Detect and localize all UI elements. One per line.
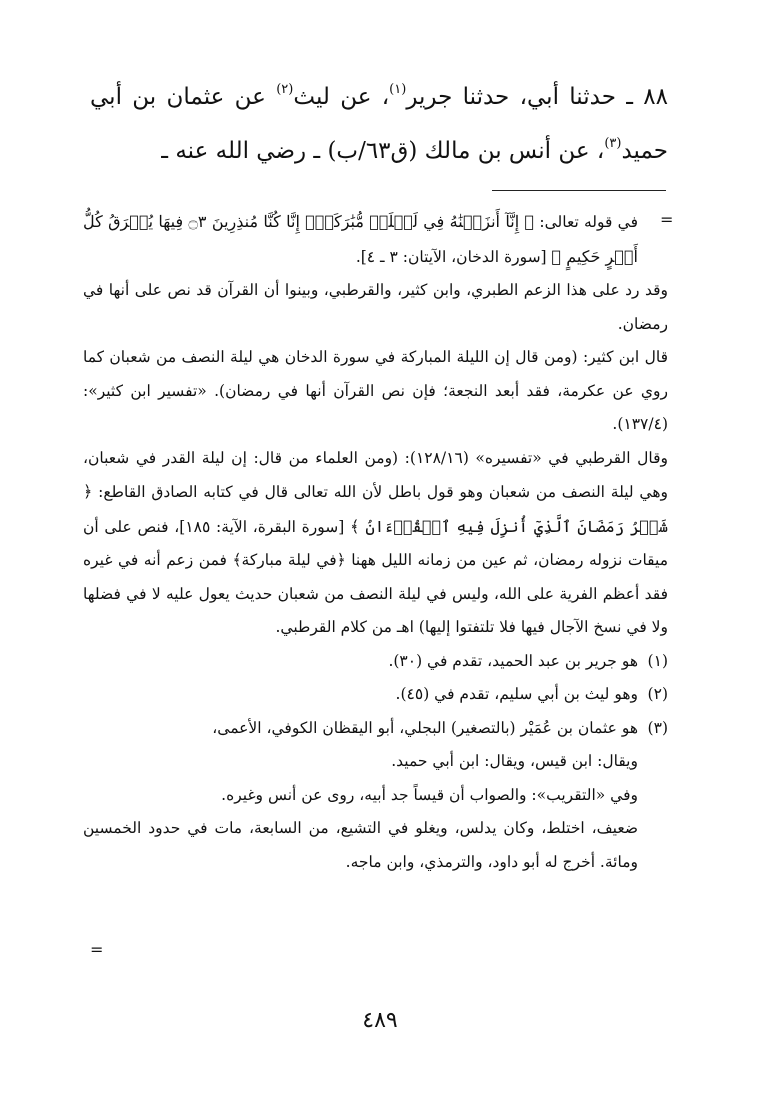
footnote-3-number: (٣) [647,718,668,737]
footnote-2-number: (٢) [647,685,668,703]
footnote-continuation-p3: قال ابن كثير: (ومن قال إن الليلة المباركة في سورة الدخان هي ليلة النصف من شعبان كما روي عن عكرمة، فقد أبعد النجعة؛ فإن نص القرآن أنها في رمضان). «تفسير ابن كثير»: (١٣٧/٤). [83,348,668,433]
hadith-line1-part2: ، عن ليث [293,84,390,110]
footnote-continuation-p1 [83,205,668,274]
footnote-marker-1: (١) [389,82,407,98]
footnote-marker-3: (٣) [604,136,622,152]
footnote-3-text [83,712,638,880]
hadith-line2-part2: ، عن أنس بن مالك (ق٦٣/ب) ـ رضي الله عنه ـ [161,138,605,164]
footnote-p1-intro: في قوله تعالى: [534,213,638,231]
footnote-continuation-p4 [83,442,668,645]
continuation-mark-end: = [90,940,104,959]
footnote-p4-part2: [سورة البقرة، الآية: ١٨٥]، فنص على أن ميقات نزوله رمضان، ثم عين من زمانه الليل ههنا ﴿في ليلة مباركة﴾ فمن زعم أنه في غيره فقد أعظم الفرية على الله، وليس في ليلة النصف من شعبان حديث يعول عليه لا في فضلها ولا في نسخ الآجال فيها فلا تلتفتوا إليها) اهـ من كلام القرطبي. [83,517,668,636]
footnote-continuation-p2: وقد رد على هذا الزعم الطبري، وابن كثير، والقرطبي، وبينوا أن القرآن قد نص على أنها في رمضان. [83,281,668,333]
footnote-2 [83,678,668,712]
footnote-3 [83,712,668,880]
footnote-separator [492,190,666,191]
hadith-paragraph [90,70,668,178]
footnote-3-line2: ويقال: ابن قيس، ويقال: ابن أبي حميد. [391,752,638,770]
footnote-1-number: (١) [647,651,668,670]
hadith-line2-part1: أبي حميد [90,84,668,164]
quran-verse-baqarah: ﴿ شَهۡرُ رَمَضَانَ ٱلَّذِيٓ أُنزِلَ فِيهِ ٱلۡقُرۡءَانُ ﴾ [83,482,668,536]
footnote-3-line3: وفي «التقريب»: والصواب أن قيساً جد أبيه، روى عن أنس وغيره. [221,785,638,804]
footnotes-section [83,205,668,879]
verse-reference-dukhan: [سورة الدخان، الآيتان: ٣ ـ ٤]. [355,247,552,266]
hadith-line1-part1: ٨٨ ـ حدثنا أبي، حدثنا جرير [406,84,668,110]
footnote-1 [83,645,668,679]
footnote-3-line4: ضعيف، اختلط، وكان يدلس، ويغلو في التشيع، من السابعة، مات في حدود الخمسين ومائة. أخرج له أبو داود، والترمذي، وابن ماجه. [83,819,638,871]
footnote-p4-part1: وقال القرطبي في «تفسيره» (١٢٨/١٦): (ومن العلماء من قال: إن ليلة القدر في شعبان، وهي ليلة النصف من شعبان وهو قول باطل لأن الله تعالى قال في كتابه الصادق القاطع: [83,448,668,501]
footnote-marker-2: (٢) [276,82,294,98]
hadith-line1-part3: عن عثمان بن [132,84,277,110]
footnote-2-text: وهو ليث بن أبي سليم، تقدم في (٤٥). [395,685,638,703]
quran-verse-dukhan: ﴿ إِنَّآ أَنزَلۡنَٰهُ فِي لَيۡلَةٖ مُّبَٰرَكَةٍۚ إِنَّا كُنَّا مُنذِرِينَ ۝٣ فِيهَا يُفۡرَقُ كُلُّ أَمۡرٍ حَكِيمٍ ﴾ [83,212,638,266]
footnote-3-line1: هو عثمان بن عُمَيْر (بالتصغير) البجلي، أبو اليقظان الكوفي، الأعمى، [212,718,638,737]
footnote-1-text: هو جرير بن عبد الحميد، تقدم في (٣٠). [388,651,638,670]
hadith-text [90,70,668,178]
page-number: ٤٨٩ [362,1008,398,1033]
continuation-mark-start: = [660,210,674,229]
